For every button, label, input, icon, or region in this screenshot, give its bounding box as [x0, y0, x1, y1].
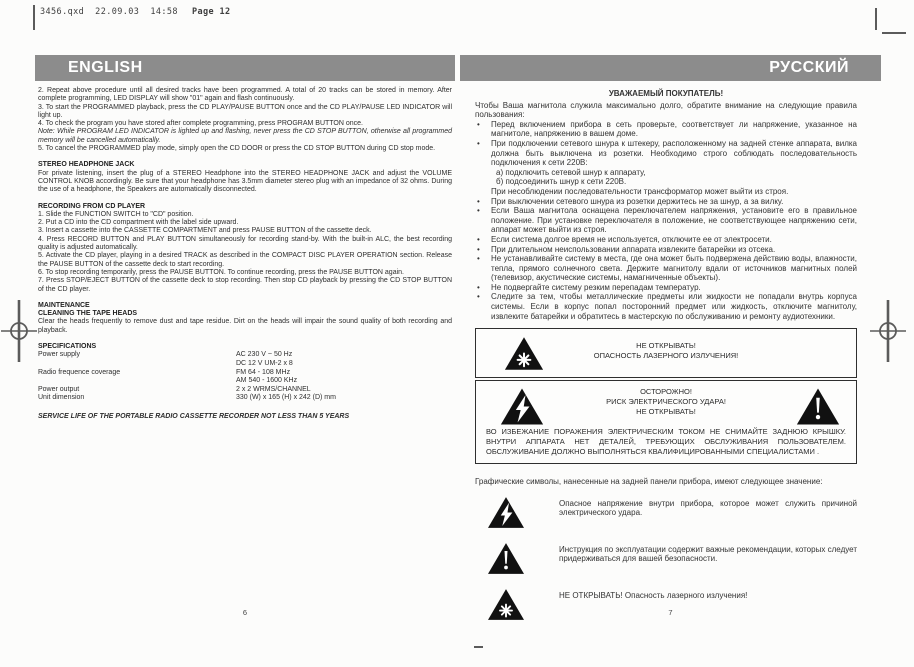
usage-rule-substep: б) подсоединить шнур к сети 220В.	[496, 177, 627, 187]
usage-rule-item	[475, 139, 857, 197]
recording-step: 2. Put a CD into the CD compartment with the label side upward.	[38, 219, 239, 227]
bullet-marker: •	[477, 234, 480, 244]
spec-label: Power supply	[38, 351, 81, 359]
section-heading-specifications: SPECIFICATIONS	[38, 343, 97, 351]
spec-row	[38, 351, 452, 360]
recording-step: 1. Slide the FUNCTION SWITCH to "CD" position.	[38, 210, 194, 218]
file-page-label: Page 12	[191, 7, 231, 17]
spec-value: 330 (W) x 165 (H) x 242 (D) mm	[236, 394, 336, 402]
usage-rule-text: Если система долгое время не используется, отключите ее от электросети.	[491, 234, 772, 244]
print-file-info	[40, 7, 231, 17]
crop-mark-top-right-vertical	[875, 8, 877, 30]
shock-warning-line: ОСТОРОЖНО!	[640, 387, 692, 397]
usage-rule-text: Следите за тем, чтобы металлические предметы или жидкости не попадали внутрь корпуса системы. Если в корпус попал посторонний предмет или жидкость, отключите магнитолу, извлеките батарейки и обратитесь в мастерскую по обслуживанию и ремонту аудиотехники.	[491, 292, 857, 321]
english-header-bar	[35, 55, 455, 81]
usage-rule-text: Не подвергайте систему резким перепадам температур.	[491, 282, 701, 292]
spec-row	[38, 369, 452, 378]
symbol-description: Инструкция по эксплуатации содержит важные рекомендации, которых следует придерживаться для вашей безопасности.	[559, 544, 857, 564]
spec-row	[38, 394, 452, 403]
electric-shock-warning-box	[475, 380, 857, 464]
symbol-description: Опасное напряжение внутри прибора, которое может служить причиной электрического удара.	[559, 498, 857, 518]
file-name-timestamp: 3456.qxd 22.09.03 14:58	[40, 7, 178, 17]
bullet-marker: •	[477, 244, 480, 254]
recording-step: 4. Press RECORD BUTTON and PLAY BUTTON simultaneously for recording stand-by. With the built-in ALC, the best recording quality is adjusted automatically.	[38, 235, 452, 252]
laser-warning-box	[475, 328, 857, 378]
spec-value: FM 64 - 108 MHz	[236, 368, 291, 376]
attention-warning-icon	[487, 542, 525, 575]
dear-customer-title: УВАЖАЕМЫЙ ПОКУПАТЕЛЬ!	[608, 89, 724, 98]
shock-warning-footer: ВО ИЗБЕЖАНИЕ ПОРАЖЕНИЯ ЭЛЕКТРИЧЕСКИМ ТОКОМ НЕ СНИМАЙТЕ ЗАДНЮЮ КРЫШКУ. ВНУТРИ АППАРАТА НЕТ ДЕТАЛЕЙ, ТРЕБУЮЩИХ ОБСЛУЖИВАНИЯ ПОЛЬЗОВАТЕЛЕМ. ОБСЛУЖИВАНИЕ ДОЛЖНО ВЫПОЛНЯТЬСЯ КВАЛИФИЦИРОВАННЫМИ СПЕЦИАЛИСТАМИ .	[486, 427, 846, 457]
section-heading-maintenance: MAINTENANCE	[38, 301, 90, 309]
usage-rule-item	[475, 235, 857, 245]
crop-mark-top-left	[33, 5, 35, 30]
symbols-intro-paragraph: Графические символы, нанесенные на задней панели прибора, имеют следующее значение:	[475, 477, 823, 487]
symbol-row	[487, 542, 857, 575]
bullet-marker: •	[477, 292, 480, 302]
english-header-label: ENGLISH	[68, 59, 143, 76]
usage-rule-text: При подключении сетевого шнура к штекеру, расположенному на задней стенке аппарата, вилка должна быть выключена из розетки. Необходимо строго соблюдать последовательность подключения к сети 220В:	[491, 138, 857, 168]
spec-row	[38, 377, 452, 386]
bullet-marker: •	[477, 254, 480, 264]
section-heading-cleaning-heads: CLEANING THE TAPE HEADS	[38, 310, 138, 318]
usage-rule-text: Не устанавливайте систему в места, где она может быть подвержена действию воды, влажности, тепла, прямого солнечного света. Держите магнитолу вдали от источников магнитных полей (телевизор, акустические системы, намагниченные объекты).	[491, 254, 857, 283]
programming-step: 5. To cancel the PROGRAMMED play mode, simply open the CD DOOR or press the CD STOP BUTTON during CD stop mode.	[38, 145, 436, 153]
registration-mark-left	[1, 300, 37, 362]
usage-rule-item	[475, 292, 857, 321]
usage-rule-text: При длительном неиспользовании аппарата извлеките батарейки из отсека.	[491, 244, 776, 254]
shock-warning-line: НЕ ОТКРЫВАТЬ!	[636, 407, 696, 417]
recording-step: 7. Press STOP/EJECT BUTTON of the cassette deck to stop recording. Then stop CD playback by pressing the CD STOP BUTTON of the CD player.	[38, 277, 452, 293]
programming-step: 2. Repeat above procedure until all desired tracks have been programmed. A total of 20 tracks can be stored in memory. After complete programming, LED DISPLAY will show "01" again and flash continuously.	[38, 87, 452, 103]
high-voltage-warning-icon	[487, 496, 525, 529]
symbol-description: НЕ ОТКРЫВАТЬ! Опасность лазерного излучения!	[559, 590, 748, 600]
usage-rule-item	[475, 283, 857, 293]
spec-label	[38, 360, 236, 369]
symbol-row	[487, 496, 857, 529]
usage-rule-text: Перед включением прибора в сеть проверьте, соответствует ли напряжение, указанное на магнитоле, напряжению в вашем доме.	[491, 119, 857, 139]
usage-rule-item	[475, 120, 857, 139]
programming-step: 4. To check the program you have stored after complete programming, press PROGRAM BUTTON once.	[38, 120, 363, 128]
page-number-right: 7	[668, 608, 673, 617]
section-heading-headphone-jack: STEREO HEADPHONE JACK	[38, 161, 135, 169]
spec-value: 2 x 2 WRMS/CHANNEL	[236, 385, 311, 393]
laser-warning-line: ОПАСНОСТЬ ЛАЗЕРНОГО ИЗЛУЧЕНИЯ!	[593, 351, 739, 361]
page-english	[35, 55, 455, 640]
spec-value: DC 12 V UM-2 x 8	[236, 359, 293, 367]
spec-label: Power output	[38, 385, 80, 393]
service-life-statement: SERVICE LIFE OF THE PORTABLE RADIO CASSETTE RECORDER NOT LESS THAN 5 YEARS	[38, 412, 350, 420]
spec-label: Unit dimension	[38, 394, 85, 402]
russian-intro-paragraph: Чтобы Ваша магнитола служила максимально долго, обратите внимание на следующие правила пользования:	[475, 100, 857, 120]
usage-rule-text: При выключении сетевого шнура из розетки держитесь не за шнур, а за вилку.	[491, 196, 784, 206]
usage-rule-item	[475, 245, 857, 255]
bullet-marker: •	[477, 119, 480, 129]
recording-step: 3. Insert a cassette into the CASSETTE COMPARTMENT and press PAUSE BUTTON of the cassette deck.	[38, 227, 372, 235]
laser-warning-text	[476, 341, 856, 361]
page-russian	[460, 55, 881, 640]
spec-row	[38, 386, 452, 395]
usage-rule-item	[475, 206, 857, 235]
usage-rule-item	[475, 197, 857, 207]
spec-label	[38, 377, 236, 386]
programming-step: 3. To start the PROGRAMMED playback, press the CD PLAY/PAUSE BUTTON once and the CD PLAY/PAUSE LED INDICATOR will light up.	[38, 103, 452, 119]
laser-warning-line: НЕ ОТКРЫВАТЬ!	[636, 341, 696, 351]
shock-warning-header	[476, 381, 856, 427]
programming-note: Note: While PROGRAM LED INDICATOR is lighted up and flashing, never press the CD STOP BUTTON, otherwise all programmed memory will be cancelled automatically.	[38, 128, 452, 144]
russian-header-bar	[460, 55, 881, 81]
spec-value: AC 230 V ~ 50 Hz	[236, 351, 293, 359]
crop-mark-bottom-center	[474, 646, 483, 648]
russian-body	[475, 89, 857, 621]
bullet-marker: •	[477, 196, 480, 206]
crop-mark-top-right-horizontal	[882, 32, 906, 34]
usage-rule-text: Если Ваша магнитола оснащена переключателем напряжения, установите его в правильное положение. При установке переключателя в положение, не соответствующее напряжению сети, аппарат может выйти из строя.	[491, 206, 857, 235]
maintenance-paragraph: Clear the heads frequently to remove dust and tape residue. Dirt on the heads will impair the sound quality of both recording and playback.	[38, 318, 452, 334]
shock-warning-line: РИСК ЭЛЕКТРИЧЕСКОГО УДАРА!	[606, 397, 726, 407]
usage-rule-item	[475, 254, 857, 283]
spec-label: Radio frequence coverage	[38, 368, 121, 376]
bullet-marker: •	[477, 206, 480, 216]
usage-rule-continuation: При несоблюдении последовательности трансформатор может выйти из строя.	[491, 186, 789, 196]
bullet-marker: •	[477, 282, 480, 292]
recording-step: 5. Activate the CD player, playing in a desired TRACK as described in the COMPACT DISC PLAYER OPERATION section. Release the PAUSE BUTTON of the cassette deck to start recording.	[38, 252, 452, 268]
recording-step: 6. To stop recording temporarily, press the PAUSE BUTTON. To continue recording, press the PAUSE BUTTON again.	[38, 268, 404, 276]
attention-warning-icon	[796, 387, 840, 426]
spec-value: AM 540 - 1600 KHz	[236, 377, 298, 385]
russian-header-label: РУССКИЙ	[769, 59, 849, 76]
page-number-left: 6	[242, 608, 248, 617]
section-heading-recording: RECORDING FROM CD PLAYER	[38, 202, 146, 210]
spec-row	[38, 360, 452, 369]
english-body	[38, 87, 452, 421]
usage-rule-substep: а) подключить сетевой шнур к аппарату,	[496, 167, 646, 177]
headphone-jack-paragraph: For private listening, insert the plug of a STEREO Headphone into the STEREO HEADPHONE JACK and adjust the VOLUME CONTROL KNOB accordingly. Be sure that your headphone has 3.5mm diameter stereo plug with an impedance of 32 ohms. During the use of a headphone, the Speakers are automatically disconnected.	[38, 169, 452, 194]
bullet-marker: •	[477, 138, 480, 148]
